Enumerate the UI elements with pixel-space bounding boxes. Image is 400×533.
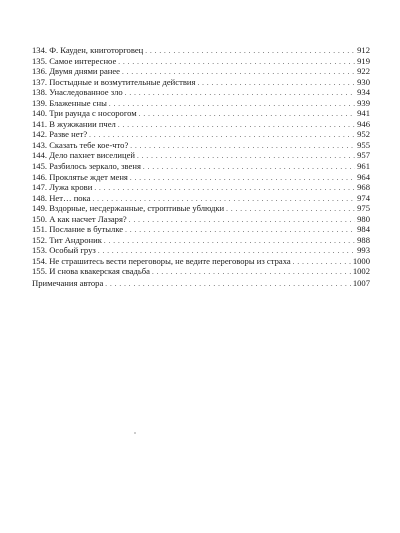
toc-entry-title: 151. Послание в бутылке [32, 224, 124, 235]
toc-entry-147 [32, 182, 370, 193]
toc-entry-134 [32, 45, 370, 56]
toc-entry-page: 941 [357, 108, 370, 119]
toc-entry-page: 984 [357, 224, 370, 235]
toc-entry-page: 939 [357, 97, 370, 108]
toc-entry-page: 961 [357, 161, 370, 172]
toc-entry-149 [32, 203, 370, 214]
toc-entry-title: 145. Разбилось зеркало, звеня [32, 161, 141, 172]
dot-leader [130, 141, 355, 152]
toc-entry-145 [32, 161, 370, 172]
toc-entry-title: Примечания автора [32, 278, 104, 289]
toc-entry-title: 138. Унаследованное зло [32, 87, 123, 98]
toc-entry-144 [32, 150, 370, 161]
toc-entry-page: 993 [357, 245, 370, 256]
toc-entry-title: 154. Не страшитесь вести переговоры, не ведите переговоры из страха [32, 255, 291, 266]
dot-leader [105, 279, 351, 290]
toc-entry-title: 148. Нет… пока [32, 192, 91, 203]
toc-entry-page: 919 [357, 55, 370, 66]
dot-leader [197, 78, 355, 89]
toc-entry-title: 153. Особый груз [32, 245, 96, 256]
dot-leader [125, 225, 355, 236]
toc-entry-title: 143. Сказать тебе кое-что? [32, 139, 129, 150]
toc-entry-title: 134. Ф. Кауден, книготорговец [32, 45, 144, 55]
toc-entry-page: 974 [357, 192, 370, 203]
toc-entry-page: 968 [357, 182, 370, 193]
dot-leader [293, 257, 351, 268]
toc-entry-141 [32, 119, 370, 130]
toc-entry-title: 146. Проклятье ждет меня [32, 171, 128, 182]
dot-leader [104, 236, 355, 247]
dot-leader [130, 173, 355, 184]
toc-entry-152 [32, 235, 370, 246]
toc-entry-page: 1002 [352, 266, 370, 277]
dot-leader [125, 88, 355, 99]
toc-entry-title: 147. Лужа крови [32, 182, 93, 193]
toc-entry-153 [32, 245, 370, 256]
toc-entry-title: 144. Дело пахнет виселицей [32, 150, 136, 161]
toc-entry-140 [32, 108, 370, 119]
toc-entry-page: 946 [357, 118, 370, 129]
toc-entry-139 [32, 98, 370, 109]
toc-entry-title: 155. И снова квакерская свадьба [32, 266, 150, 277]
toc-entry-title: 141. В жужжании пчел [32, 118, 116, 129]
toc-entry-154 [32, 256, 370, 267]
toc-entry-page: 930 [357, 76, 370, 87]
toc-entry-137 [32, 77, 370, 88]
toc-entry-author-notes [32, 278, 370, 289]
toc-entry-page: 988 [357, 234, 370, 245]
toc-entry-150 [32, 214, 370, 225]
toc-entry-page: 1000 [352, 255, 370, 266]
toc-entry-title: 140. Три раунда с носорогом [32, 108, 137, 119]
dot-leader [143, 162, 355, 173]
dot-leader [94, 183, 355, 194]
toc-entry-155 [32, 266, 370, 277]
toc-entry-page: 964 [357, 171, 370, 182]
toc-entry-148 [32, 193, 370, 204]
dot-leader [109, 99, 355, 110]
toc-entry-135 [32, 56, 370, 67]
toc-entry-146 [32, 172, 370, 183]
dot-leader [118, 57, 355, 68]
dot-leader [118, 120, 355, 131]
toc-entry-143 [32, 140, 370, 151]
toc-entry-title: 150. А как насчет Лазаря? [32, 213, 127, 224]
toc-entry-page: 952 [357, 129, 370, 140]
table-of-contents [32, 45, 370, 289]
dot-leader [152, 267, 351, 278]
toc-entry-title: 135. Самое интересное [32, 55, 117, 66]
toc-entry-page: 922 [357, 66, 370, 77]
toc-entry-page: 1007 [352, 278, 370, 289]
toc-entry-138 [32, 87, 370, 98]
toc-entry-title: 152. Тит Андроник [32, 234, 102, 245]
toc-entry-page: 980 [357, 213, 370, 224]
toc-entry-title: 136. Двумя днями ранее [32, 66, 120, 77]
toc-entry-title: 142. Разве нет? [32, 129, 88, 140]
toc-entry-title: 137. Постыдные и возмутительные действия [32, 76, 196, 87]
dot-leader [137, 151, 355, 162]
toc-entry-title: 149. Вздорные, несдержанные, строптивые ублюдки [32, 203, 225, 214]
toc-entry-page: 934 [357, 87, 370, 98]
toc-entry-page: 975 [357, 203, 370, 214]
dot-leader [145, 46, 355, 57]
toc-entry-151 [32, 224, 370, 235]
toc-entry-page: 912 [357, 45, 370, 55]
dot-leader [139, 109, 355, 120]
print-speck [134, 432, 136, 434]
dot-leader [226, 204, 355, 215]
toc-entry-136 [32, 66, 370, 77]
toc-entry-142 [32, 129, 370, 140]
toc-entry-page: 957 [357, 150, 370, 161]
toc-entry-title: 139. Блаженные сны [32, 97, 107, 108]
dot-leader [129, 215, 355, 226]
toc-entry-page: 955 [357, 139, 370, 150]
